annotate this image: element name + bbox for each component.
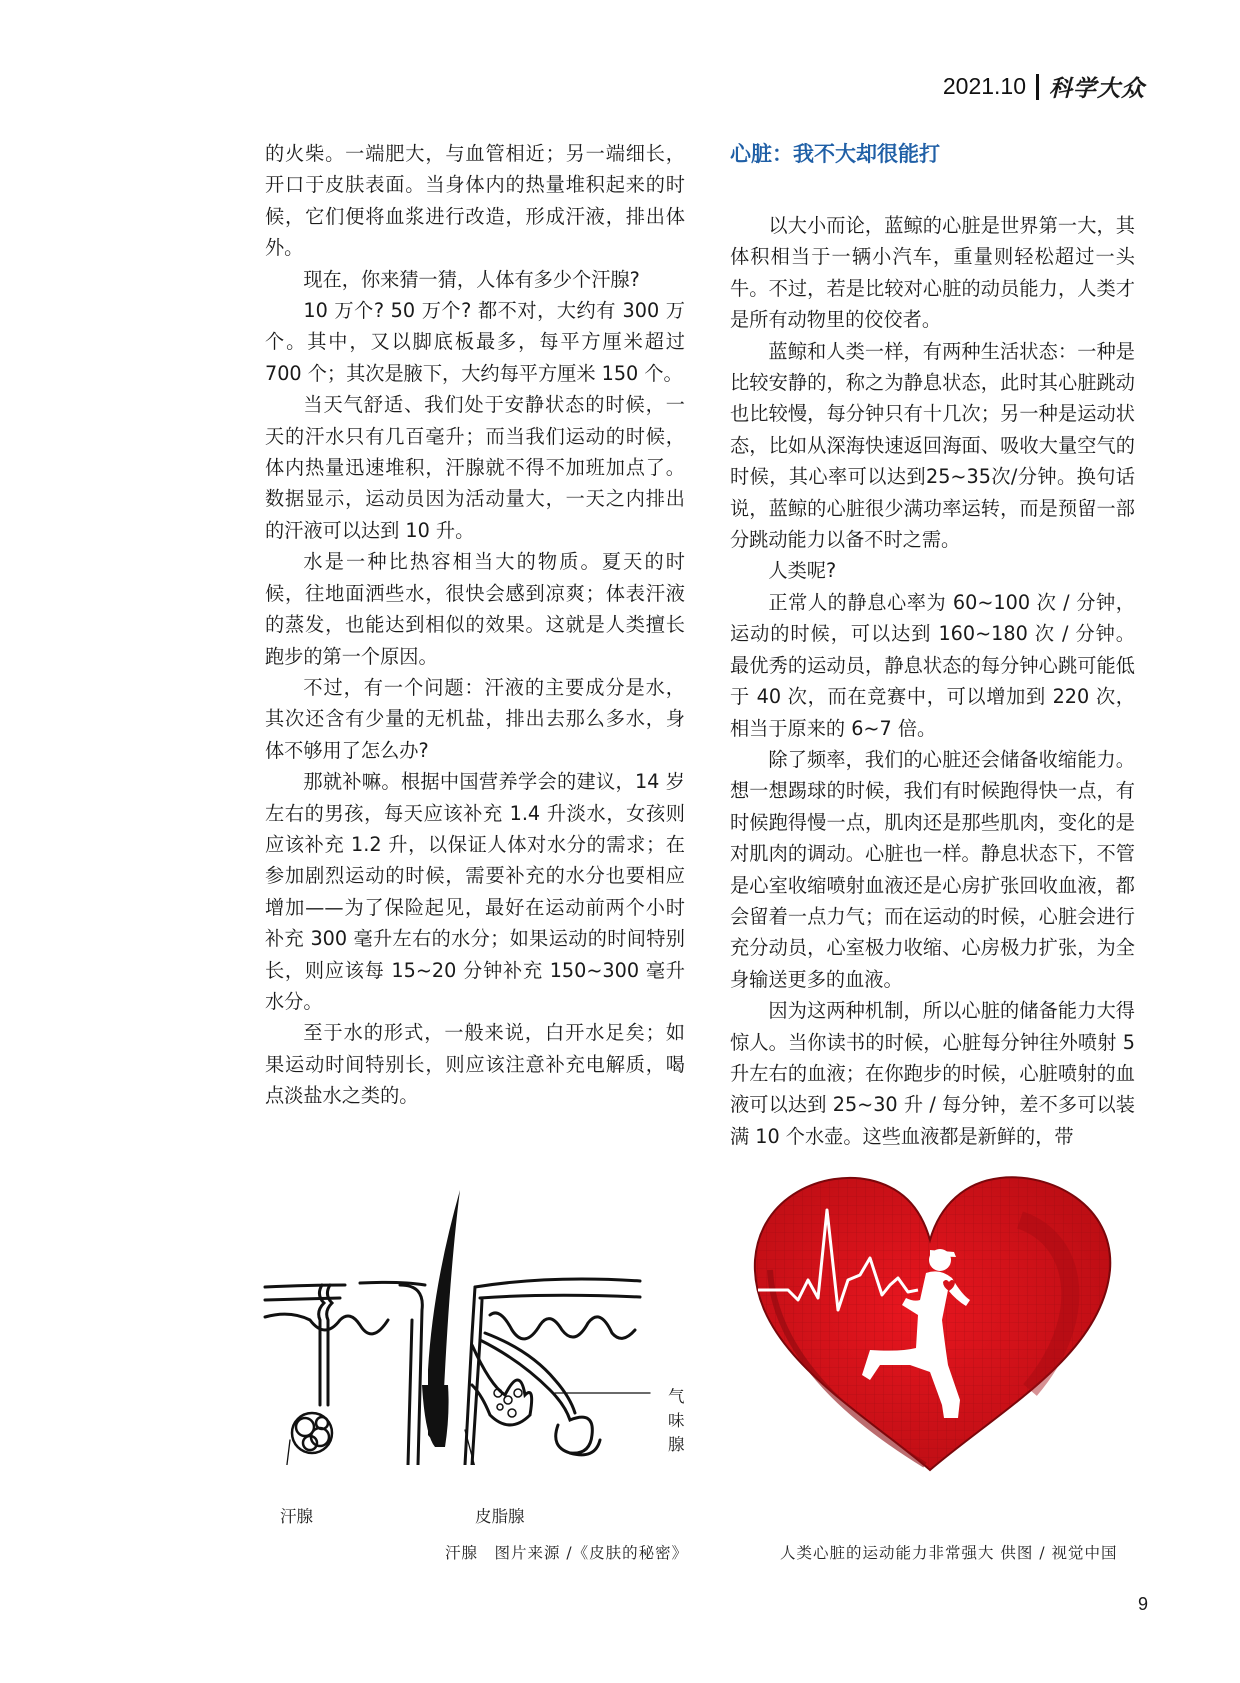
paragraph: 人类呢? (768, 559, 837, 583)
paragraph: 当天气舒适、我们处于安静状态的时候，一天的汗水只有几百毫升；而当我们运动的时候，体内热量迅速堆积，汗腺就不得不加班加点了。数据显示，运动员因为活动量大，一天之内排出的汗液可以达到 10 升。 (265, 393, 685, 542)
page-header (943, 70, 1145, 103)
paragraph: 那就补嘛。根据中国营养学会的建议，14 岁左右的男孩，每天应该补充 1.4 升淡水，女孩则应该补充 1.2 升，以保证人体对水分的需求；在参加剧烈运动的时候，需要补充的水分也要相应增加——为了保险起见，最好在运动前两个小时补充 300 毫升左右的水分；如果运动的时间特别长，则应该每 15~20 分钟补充 150~300 毫升水分。 (265, 770, 685, 1013)
paragraph: 正常人的静息心率为 60~100 次 / 分钟，运动的时候，可以达到 160~180 次 / 分钟。最优秀的运动员，静息状态的每分钟心跳可能低于 40 次，而在竞赛中，可以增加到 220 次，相当于原来的 6~7 倍。 (730, 590, 1135, 740)
header-divider (1036, 74, 1039, 100)
heart-runner-image (730, 1160, 1130, 1490)
right-column (730, 138, 1135, 1152)
page-number: 9 (1138, 1594, 1149, 1614)
skin-cross-section-illustration (250, 1135, 690, 1465)
heart-with-runner-illustration (730, 1160, 1130, 1490)
paragraph: 不过，有一个问题：汗液的主要成分是水，其次还含有少量的无机盐，排出去那么多水，身体不够用了怎么办? (265, 675, 685, 762)
paragraph: 以大小而论，蓝鲸的心脏是世界第一大，其体积相当于一辆小汽车，重量则轻松超过一头牛。不过，若是比较对心脏的动员能力，人类才是所有动物里的佼佼者。 (730, 214, 1135, 332)
section-title: 心脏：我不大却很能打 (730, 142, 940, 166)
paragraph: 水是一种比热容相当大的物质。夏天的时候，往地面洒些水，很快会感到凉爽；体表汗液的蒸发，也能达到相似的效果。这就是人类擅长跑步的第一个原因。 (265, 550, 685, 668)
paragraph: 蓝鲸和人类一样，有两种生活状态：一种是比较安静的，称之为静息状态，此时其心脏跳动也比较慢，每分钟只有十几次；另一种是运动状态，比如从深海快速返回海面、吸收大量空气的时候，其心率可以达到25~35次/分钟。换句话说，蓝鲸的心脏很少满功率运转，而是预留一部分跳动能力以备不时之需。 (730, 339, 1135, 552)
magazine-logo: 科学大众 (1049, 75, 1145, 102)
odor-gland-label: 气味腺 (668, 1387, 685, 1454)
paragraph: 现在，你来猜一猜，人体有多少个汗腺? (303, 267, 640, 291)
left-column (265, 138, 685, 1112)
paragraph: 的火柴。一端肥大，与血管相近；另一端细长，开口于皮肤表面。当身体内的热量堆积起来的时候，它们便将血浆进行改造，形成汗液，排出体外。 (265, 142, 685, 260)
paragraph: 因为这两种机制，所以心脏的储备能力大得惊人。当你读书的时候，心脏每分钟往外喷射 5 升左右的血液；在你跑步的时候，心脏喷射的血液可以达到 25~30 升 / 每分钟，差不多可以装满 10 个水壶。这些血液都是新鲜的，带 (730, 999, 1135, 1148)
paragraph: 至于水的形式，一般来说，白开水足矣；如果运动时间特别长，则应该注意补充电解质，喝点淡盐水之类的。 (265, 1021, 685, 1108)
sweat-gland-label: 汗腺 (280, 1507, 313, 1526)
issue-date: 2021.10 (942, 73, 1026, 99)
skin-figure-caption: 汗腺 图片来源 /《皮肤的秘密》 (445, 1544, 689, 1562)
paragraph: 除了频率，我们的心脏还会储备收缩能力。想一想踢球的时候，我们有时候跑得快一点，有时候跑得慢一点，肌肉还是那些肌肉，变化的是对肌肉的调动。心脏也一样。静息状态下，不管是心室收缩喷射血液还是心房扩张回收血液，都会留着一点力气；而在运动的时候，心脏会进行充分动员，心室极力收缩、心房极力扩张，为全身输送更多的血液。 (730, 747, 1135, 991)
heart-figure-caption: 人类心脏的运动能力非常强大 供图 / 视觉中国 (780, 1544, 1118, 1562)
skin-diagram (250, 1135, 690, 1465)
paragraph: 10 万个? 50 万个? 都不对，大约有 300 万个。其中，又以脚底板最多，每平方厘米超过 700 个；其次是腋下，大约每平方厘米 150 个。 (265, 299, 685, 385)
sebaceous-gland-label: 皮脂腺 (475, 1507, 525, 1526)
